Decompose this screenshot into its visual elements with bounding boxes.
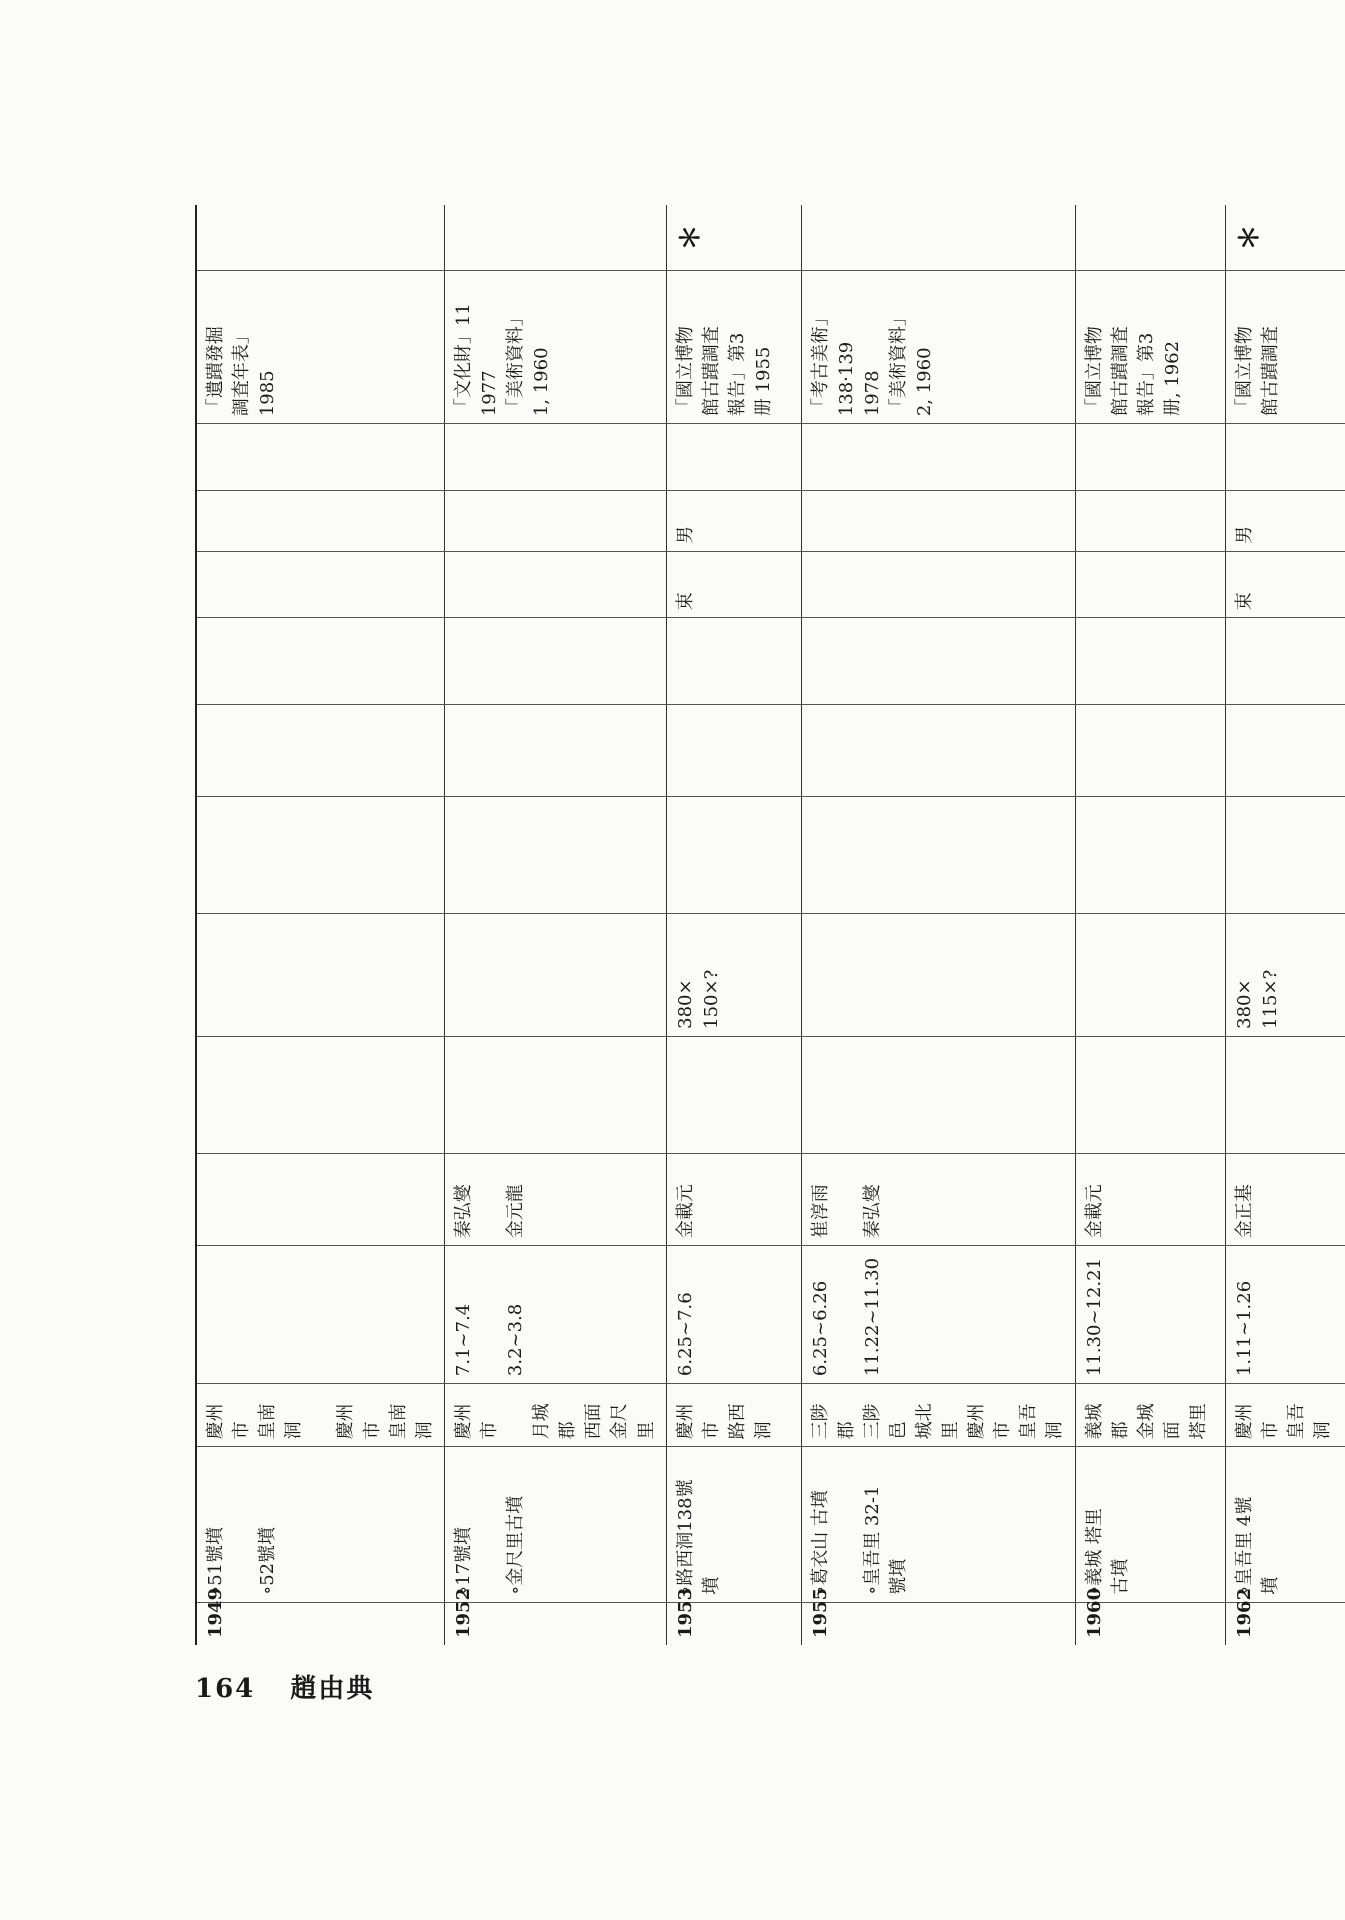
table-cell: 男 [666,490,801,551]
table-cell [196,704,444,796]
table-cell: 1960 [1075,1602,1225,1645]
table-cell [196,1154,444,1246]
table-cell: 1.11~1.26 [1225,1246,1345,1384]
table-cell [444,424,666,490]
table-cell: ＊ [1225,205,1345,270]
table-cell [196,618,444,705]
table-cell [444,618,666,705]
table-cell: 慶州市 月城郡 西面 金尺里 [444,1384,666,1447]
table-cell [196,1246,444,1384]
table-cell [196,551,444,617]
table-cell [196,796,444,913]
table-cell [1075,490,1225,551]
table-cell [801,551,1075,617]
table-cell [444,704,666,796]
table-cell [196,914,444,1037]
table-cell: 「國立博物 館古蹟調査 報告」第3 册, 1962 [1075,270,1225,423]
table-cell: 崔淳雨 秦弘燮 [801,1154,1075,1246]
rotated-page [195,205,1333,1645]
table-row [1225,205,1345,1645]
table-cell [444,796,666,913]
table-cell: 男 [1225,490,1345,551]
table-cell [196,1036,444,1153]
table-cell: 慶州市 路西洞 [666,1384,801,1447]
table-cell [444,490,666,551]
table-cell [801,796,1075,913]
table-cell: 秦弘燮 金元龍 [444,1154,666,1246]
table-row [801,205,1075,1645]
table-cell [801,490,1075,551]
table-cell: ∘17號墳 ∘金尺里古墳 [444,1447,666,1602]
table-cell [1225,618,1345,705]
table-cell [1075,704,1225,796]
table-cell: ∘51號墳 ∘52號墳 [196,1447,444,1602]
table-cell: 束 [1225,551,1345,617]
table-cell [666,1036,801,1153]
table-cell: 6.25~6.26 11.22~11.30 [801,1246,1075,1384]
table-cell [196,490,444,551]
table-cell [666,618,801,705]
table-cell: 380× 115×? [1225,914,1345,1037]
table-cell [666,796,801,913]
table-cell: 380× 150×? [666,914,801,1037]
table-cell [444,1036,666,1153]
table-cell: 1949 [196,1602,444,1645]
table-cell: 金載元 [666,1154,801,1246]
table-cell: 金正基 [1225,1154,1345,1246]
table-cell: 1955 [801,1602,1075,1645]
table-row [444,205,666,1645]
table-cell [1075,618,1225,705]
table-cell: ∘皇吾里 4號 墳 [1225,1447,1345,1602]
table-cell: 義城郡 金城面 塔里 [1075,1384,1225,1447]
table-body [196,205,1345,1645]
table-cell [196,205,444,270]
table-cell: 7.1~7.4 3.2~3.8 [444,1246,666,1384]
table-row [196,205,444,1645]
table-cell [1075,551,1225,617]
page-footer [195,1668,398,1705]
table-cell [444,914,666,1037]
table-cell [801,1036,1075,1153]
table-cell [801,618,1075,705]
table-cell: 束 [666,551,801,617]
table-cell: 6.25~7.6 [666,1246,801,1384]
table-cell [444,551,666,617]
table-cell [1225,704,1345,796]
table-cell [801,704,1075,796]
table-cell [666,424,801,490]
table-cell [444,205,666,270]
table-cell [1225,424,1345,490]
table-cell: 慶州市 皇吾洞 [1225,1384,1345,1447]
table-cell: 1952 [444,1602,666,1645]
table-cell: 「遺蹟發掘 調査年表」 1985 [196,270,444,423]
table-cell [1075,914,1225,1037]
table-cell [801,424,1075,490]
author-name: 趙由典 [290,1674,375,1704]
table-cell: 11.30~12.21 [1075,1246,1225,1384]
table-cell: 慶州市 皇南洞 慶州市 皇南洞 [196,1384,444,1447]
table-cell [1075,1036,1225,1153]
table-cell: ∘義城 塔里 古墳 [1075,1447,1225,1602]
table-cell [1075,205,1225,270]
table-cell: 1962 [1225,1602,1345,1645]
excavation-table [195,205,1345,1645]
table-cell [666,704,801,796]
table-cell [196,424,444,490]
table-row [1075,205,1225,1645]
table-cell [1225,796,1345,913]
table-cell: 「考古美術」 138·139 1978 「美術資料」 2, 1960 [801,270,1075,423]
table-cell: 1953 [666,1602,801,1645]
table-row [666,205,801,1645]
table-cell [1075,424,1225,490]
table-cell: 「國立博物 館古蹟調査 [1225,270,1345,423]
page-number: 164 [195,1674,256,1704]
table-cell: ∘葛衣山 古墳 ∘皇吾里 32-1 號墳 [801,1447,1075,1602]
table-cell [1075,796,1225,913]
table-cell [801,205,1075,270]
table-cell: 三陟郡 三陟邑 城北里 慶州市 皇吾洞 [801,1384,1075,1447]
table-cell [1225,1036,1345,1153]
table-cell [801,914,1075,1037]
table-cell: 「國立博物 館古蹟調査 報告」第3 册 1955 [666,270,801,423]
table-cell: 金載元 [1075,1154,1225,1246]
table-cell: 「文化財」11 1977 「美術資料」 1, 1960 [444,270,666,423]
table-cell: ∘路西洞138號 墳 [666,1447,801,1602]
table-cell: ＊ [666,205,801,270]
